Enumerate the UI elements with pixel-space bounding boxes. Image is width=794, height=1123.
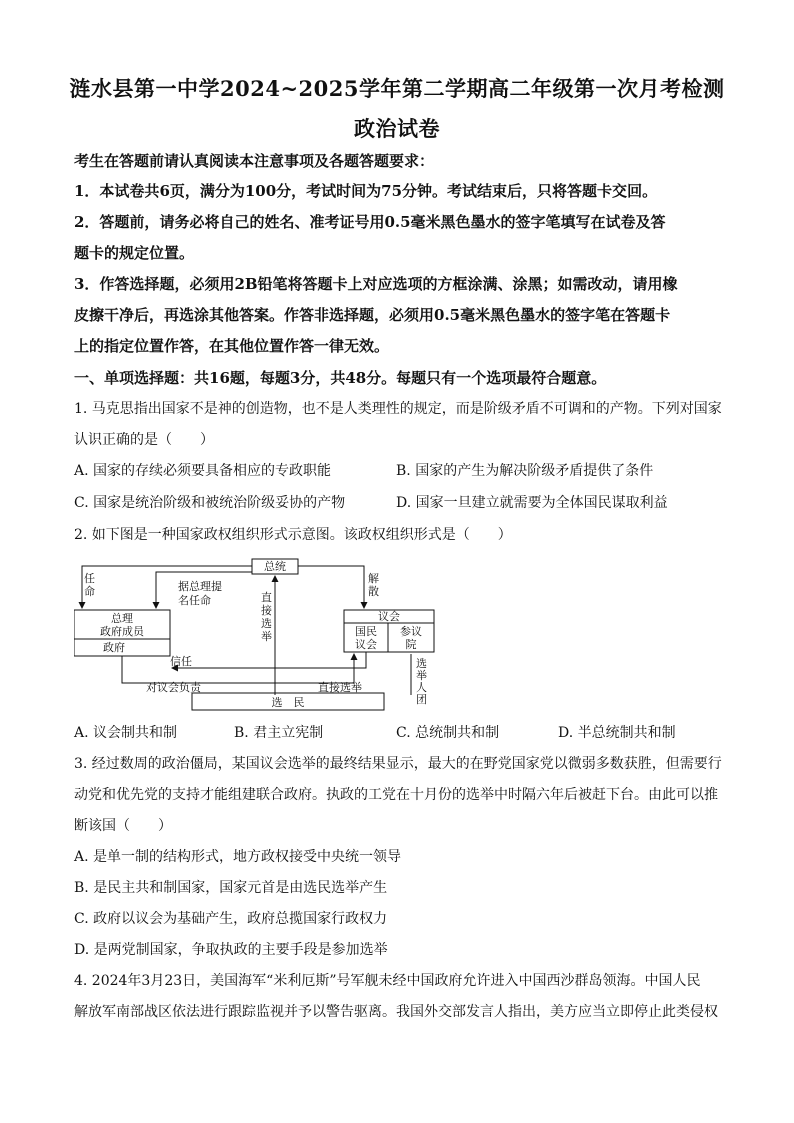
q3-stem-a: 3. 经过数周的政治僵局，某国议会选举的最终结果显示，最大的在野党国家党以微弱多数获胜，但需要行 — [74, 756, 722, 772]
senate-label-2: 院 — [405, 638, 417, 651]
college-3: 人 — [416, 681, 427, 694]
parliament-label: 议会 — [378, 610, 400, 623]
trust-label: 信任 — [170, 655, 192, 668]
nominate-label-1: 据总理提 — [178, 580, 222, 593]
q3-stem-b: 动党和优先党的支持才能组建联合政府。执政的工党在十月份的选举中时隔六年后被赶下台。由此可以推 — [74, 787, 718, 803]
instructions-intro: 考生在答题前请认真阅读本注意事项及各题答题要求： — [74, 152, 435, 170]
dissolve-label-1: 解 — [368, 572, 379, 585]
president-label: 总统 — [264, 560, 286, 573]
dissolve-label-2: 散 — [368, 585, 379, 598]
direct-elect-2: 接 — [261, 604, 272, 617]
responsible-label: 对议会负责 — [146, 681, 201, 694]
instruction-item-3a: 3．作答选择题，必须用2B铅笔将答题卡上对应选项的方框涂满、涂黑；如需改动，请用橡 — [74, 275, 678, 293]
q3-option-a: A. 是单一制的结构形式，地方政权接受中央统一领导 — [74, 849, 402, 865]
instruction-item-3c: 上的指定位置作答，在其他位置作答一律无效。 — [74, 337, 390, 355]
instruction-item-2b: 题卡的规定位置。 — [74, 244, 195, 262]
section-heading: 一、单项选择题：共16题，每题3分，共48分。每题只有一个选项最符合题意。 — [74, 369, 607, 387]
q1-stem-b: 认识正确的是（ ） — [74, 432, 214, 448]
q1-option-d: D. 国家一旦建立就需要为全体国民谋取利益 — [396, 495, 668, 511]
direct-elect-3: 选 — [261, 617, 272, 630]
direct-elect-4: 举 — [261, 630, 272, 643]
direct-elect-1: 直 — [261, 591, 272, 604]
q4-stem-a: 4. 2024年3月23日，美国海军“米利厄斯”号军舰未经中国政府允许进入中国西沙群岛领海。中国人民 — [74, 973, 701, 989]
government-structure-diagram — [74, 555, 444, 715]
senate-label-1: 参议 — [400, 625, 422, 638]
college-1: 选 — [416, 657, 427, 670]
appoint-label-2: 命 — [84, 585, 95, 598]
voters-label: 选 民 — [271, 696, 305, 709]
q3-option-d: D. 是两党制国家，争取执政的主要手段是参加选举 — [74, 942, 388, 958]
college-2: 举 — [416, 669, 427, 682]
q3-stem-c: 断该国（ ） — [74, 818, 172, 834]
gov-members-label: 政府成员 — [100, 625, 144, 638]
direct-elect2-label: 直接选举 — [318, 681, 362, 694]
q3-option-c: C. 政府以议会为基础产生，政府总揽国家行政权力 — [74, 911, 388, 927]
nominate-label-2: 名任命 — [178, 594, 211, 607]
q1-option-c: C. 国家是统治阶级和被统治阶级妥协的产物 — [74, 495, 346, 511]
instruction-item-3b: 皮擦干净后，再选涂其他答案。作答非选择题，必须用0.5毫米黑色墨水的签字笔在答题卡 — [74, 306, 671, 324]
q1-stem-a: 1. 马克思指出国家不是神的创造物，也不是人类理性的规定，而是阶级矛盾不可调和的产物。下列对国家 — [74, 401, 722, 417]
q4-stem-b: 解放军南部战区依法进行跟踪监视并予以警告驱离。我国外交部发言人指出，美方应当立即停止此类侵权 — [74, 1004, 718, 1020]
instruction-item-1: 1．本试卷共6页，满分为100分，考试时间为75分钟。考试结束后，只将答题卡交回。 — [74, 182, 658, 200]
instruction-item-2a: 2．答题前，请务必将自己的姓名、准考证号用0.5毫米黑色墨水的签字笔填写在试卷及答 — [74, 213, 666, 231]
q2-option-b: B. 君主立宪制 — [234, 725, 324, 741]
q1-option-b: B. 国家的产生为解决阶级矛盾提供了条件 — [396, 463, 654, 479]
exam-title: 涟水县第一中学2024~2025学年第二学期高二年级第一次月考检测 — [69, 76, 725, 101]
q1-option-a: A. 国家的存续必须要具备相应的专政职能 — [74, 463, 332, 479]
q2-option-a: A. 议会制共和制 — [74, 725, 178, 741]
q2-option-d: D. 半总统制共和制 — [558, 725, 676, 741]
q2-option-c: C. 总统制共和制 — [396, 725, 500, 741]
pm-label: 总理 — [111, 612, 133, 625]
assembly-label-2: 议会 — [355, 638, 377, 651]
appoint-label-1: 任 — [84, 572, 95, 585]
college-4: 团 — [416, 693, 427, 706]
government-label: 政府 — [103, 641, 125, 654]
exam-subject: 政治试卷 — [354, 116, 440, 141]
q2-stem: 2. 如下图是一种国家政权组织形式示意图。该政权组织形式是（ ） — [74, 527, 512, 543]
assembly-label-1: 国民 — [355, 625, 377, 638]
q3-option-b: B. 是民主共和制国家，国家元首是由选民选举产生 — [74, 880, 388, 896]
